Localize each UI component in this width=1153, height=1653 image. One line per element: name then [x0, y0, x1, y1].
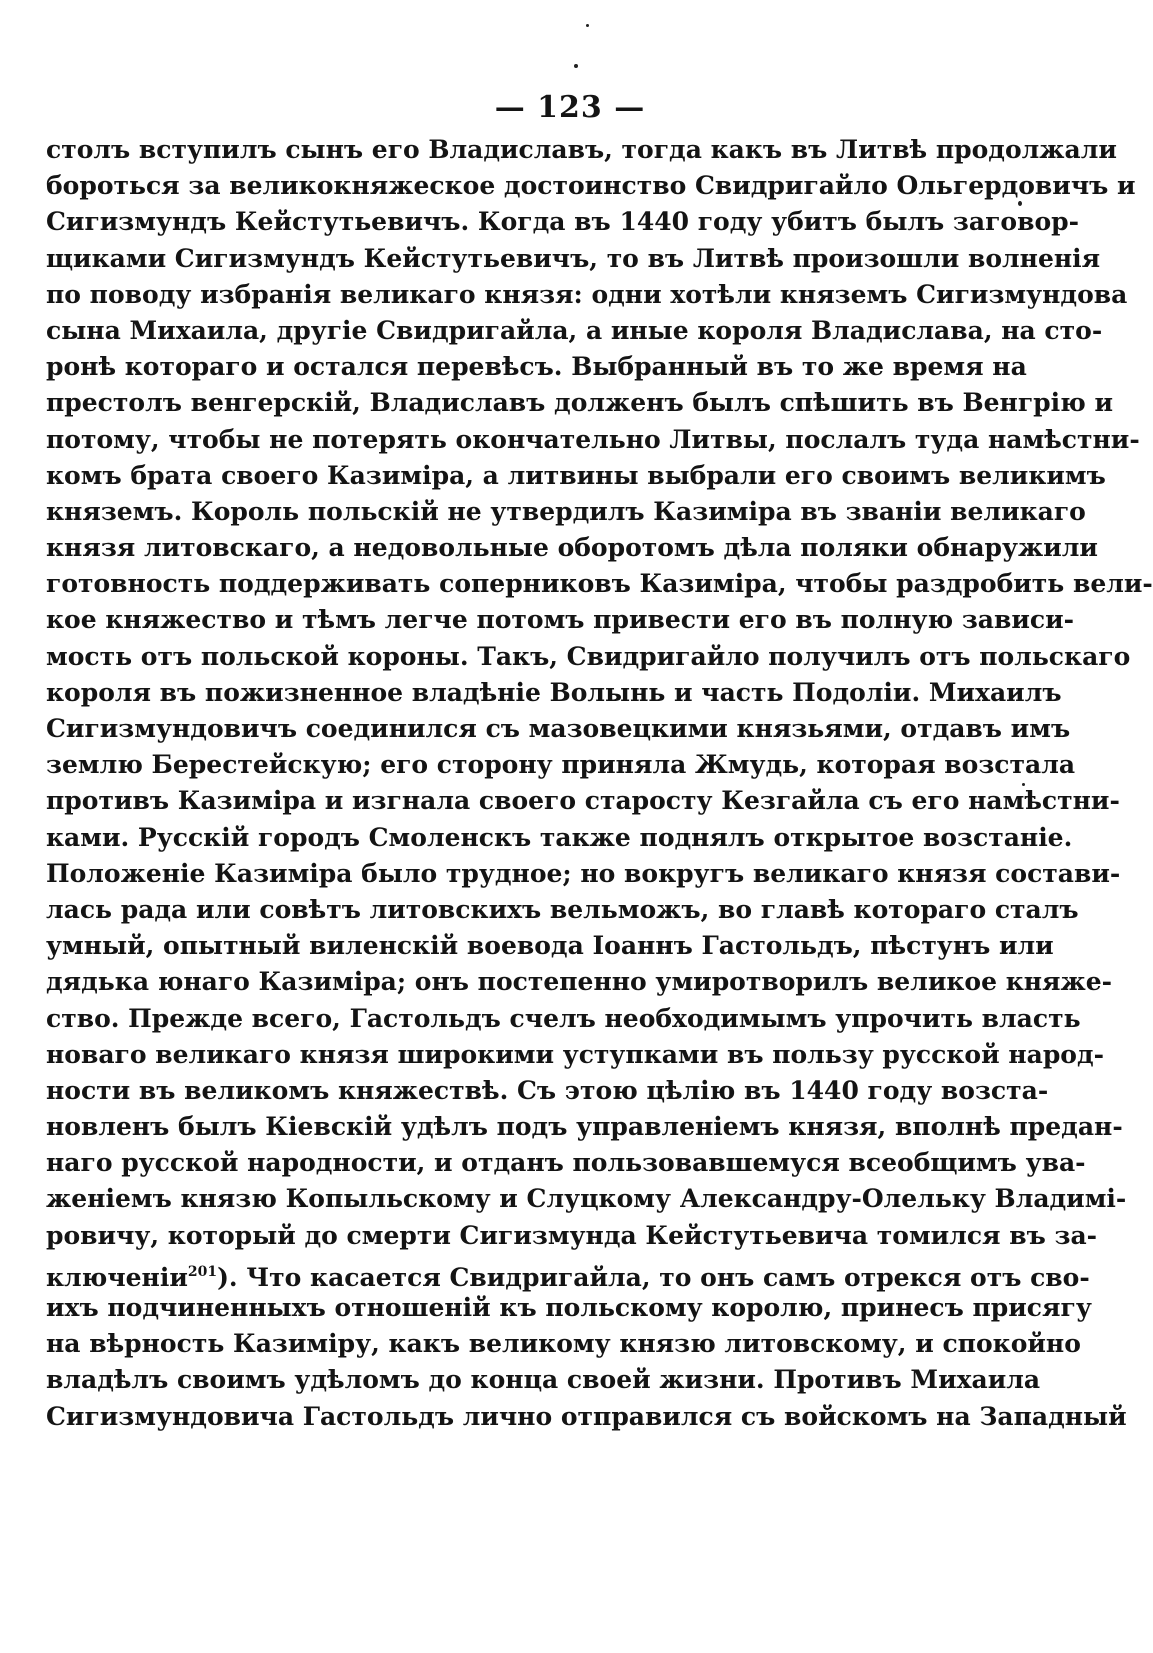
text-line: сына Михаила, другіе Свидригайла, а иные короля Владислава, на сто- [46, 315, 1103, 345]
text-line: комъ брата своего Казиміра, а литвины выбрали его своимъ великимъ [46, 460, 1106, 490]
text-line: ровичу, который до смерти Сигизмунда Кейстутьевича томился въ за- [46, 1220, 1098, 1250]
text-line-with-footnote [46, 1254, 1090, 1292]
line-text-head: ихъ [46, 1293, 99, 1322]
text-line: по поводу избранія великаго князя: одни хотѣли княземъ Сигизмундова [46, 279, 1128, 309]
text-line: потому, чтобы не потерять окончательно Литвы, послалъ туда намѣстни- [46, 424, 1140, 454]
line-text: ключеніи [46, 1262, 188, 1292]
text-line: ство. Прежде всего, Гастольдъ счелъ необходимымъ упрочить власть [46, 1003, 1081, 1033]
text-line: лась рада или совѣтъ литовскихъ вельможъ, во главѣ котораго сталъ [46, 894, 1079, 924]
text-line: ками. Русскій городъ Смоленскъ также поднялъ открытое возстаніе. [46, 822, 1073, 852]
text-line: наго русской народности, и отданъ пользовавшемуся всеобщимъ ува- [46, 1148, 1086, 1178]
scan-speck [1018, 201, 1022, 206]
text-line [46, 1290, 1092, 1326]
text-line: Сигизмундовича Гастольдъ лично отправился съ войскомъ на Западный [46, 1401, 1127, 1431]
text-line: женіемъ князю Копыльскому и Слуцкому Александру-Олельку Владимі- [46, 1184, 1127, 1214]
text-line: противъ Казиміра и изгнала своего старосту Кезгайла съ его намѣстни- [46, 786, 1120, 816]
text-line: на вѣрность Казиміру, какъ великому князю литовскому, и спокойно [46, 1329, 1081, 1359]
text-line: князя литовскаго, а недовольные оборотомъ дѣла поляки обнаружили [46, 533, 1098, 563]
text-line: престолъ венгерскій, Владиславъ долженъ былъ спѣшить въ Венгрію и [46, 388, 1114, 418]
text-line: землю Берестейскую; его сторону приняла Жмудь, которая возстала [46, 750, 1076, 780]
text-line: владѣлъ своимъ удѣломъ до конца своей жизни. Противъ Михаила [46, 1365, 1041, 1395]
scan-speck [574, 64, 578, 68]
text-line: готовность поддерживать соперниковъ Казиміра, чтобы раздробить вели- [46, 569, 1153, 599]
text-line: умный, опытный виленскій воевода Іоаннъ Гастольдъ, пѣстунъ или [46, 931, 1054, 961]
text-line: новленъ былъ Кіевскій удѣлъ подъ управленіемъ князя, вполнѣ предан- [46, 1112, 1123, 1142]
scan-speck [1022, 783, 1025, 786]
text-line: Сигизмундъ Кейстутьевичъ. Когда въ 1440 году убитъ былъ заговор- [46, 207, 1079, 237]
text-line: столъ вступилъ сынъ его Владиславъ, тогда какъ въ Литвѣ продолжали [46, 135, 1117, 164]
text-line: ности въ великомъ княжествѣ. Съ этою цѣлію въ 1440 году возста- [46, 1075, 1049, 1105]
text-line: ронѣ котораго и остался перевѣсъ. Выбранный въ то же время на [46, 352, 1027, 382]
footnote-marker: 201 [187, 1263, 218, 1280]
text-line: новаго великаго князя широкими уступками въ пользу русской народ- [46, 1039, 1105, 1069]
text-line: короля въ пожизненное владѣніе Волынь и часть Подоліи. Михаилъ [46, 677, 1062, 707]
scan-speck [586, 24, 589, 27]
line-text: подчиненныхъ отношеній къ польскому королю, принесъ присягу [107, 1293, 1092, 1322]
body-text [46, 132, 1153, 1435]
page-number: — 123 — [494, 90, 646, 125]
text-line: Сигизмундовичъ соединился съ мазовецкими князьями, отдавъ имъ [46, 714, 1071, 743]
text-line: мость отъ польской короны. Такъ, Свидригайло получилъ отъ польскаго [46, 641, 1131, 671]
text-line: дядька юнаго Казиміра; онъ постепенно умиротворилъ великое княже- [46, 967, 1113, 997]
text-line: бороться за великокняжеское достоинство Свидригайло Ольгердовичъ и [46, 171, 1136, 201]
line-text-continuation: ). Что касается Свидригайла, то онъ самъ отрекся отъ сво- [217, 1262, 1090, 1292]
text-line: кое княжество и тѣмъ легче потомъ привести его въ полную зависи- [46, 605, 1075, 635]
text-line: княземъ. Король польскій не утвердилъ Казиміра въ званіи великаго [46, 496, 1086, 526]
text-line: Положеніе Казиміра было трудное; но вокругъ великаго князя состави- [46, 858, 1121, 888]
text-line: щиками Сигизмундъ Кейстутьевичъ, то въ Литвѣ произошли волненія [46, 243, 1101, 273]
